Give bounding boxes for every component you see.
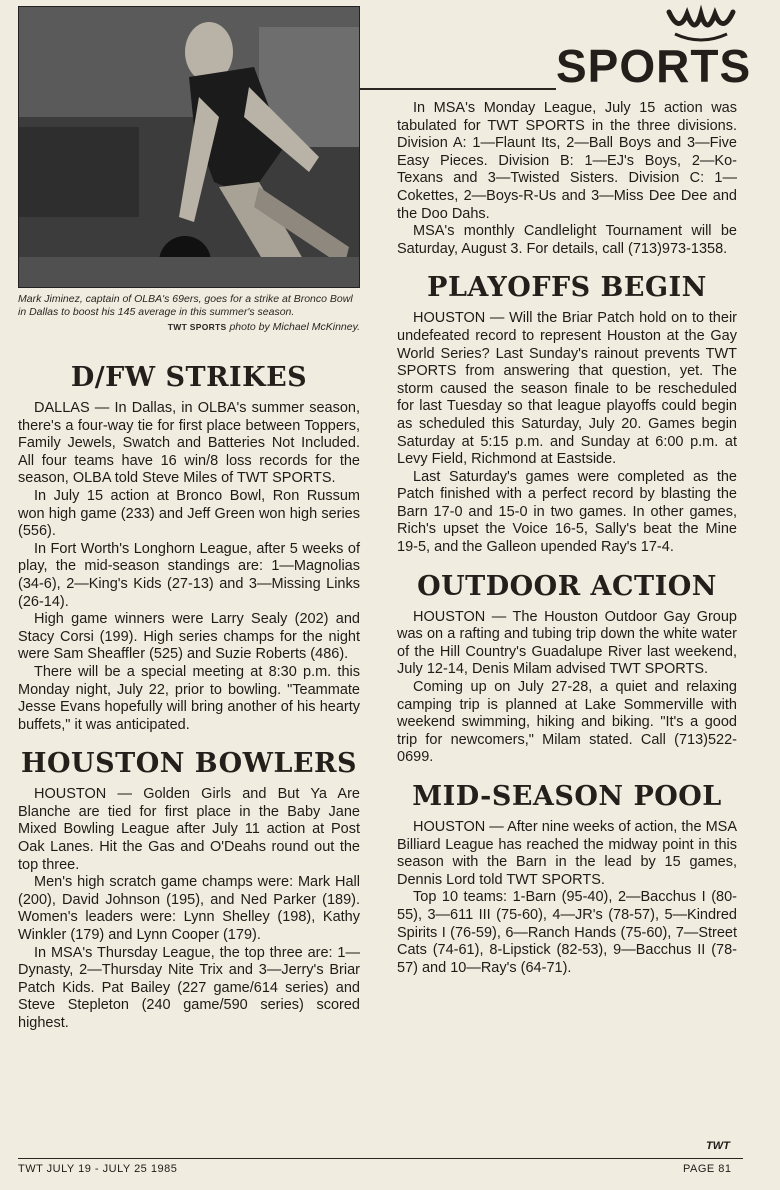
outdoor-paragraph: Coming up on July 27-28, a quiet and relaxing camping trip is planned at Lake Sommerville with weekend swimming, hiking and biking. "It's a good trip for newcomers," Milam stated. Call (713)522-0699. bbox=[397, 679, 737, 766]
dfw-heading: D/FW STRIKES bbox=[70, 362, 308, 393]
pool-article bbox=[397, 781, 737, 977]
bowler-silhouette bbox=[19, 7, 359, 287]
dfw-paragraph: There will be a special meeting at 8:30 p.m. this Monday night, July 22, prior to bowling. "Teammate Jesse Evans hopefully will bring another of his hearty buffets," it was anticipated. bbox=[18, 663, 360, 733]
section-title: SPORTS bbox=[556, 40, 752, 92]
houston-bowlers-article bbox=[18, 748, 360, 1032]
dfw-paragraph: High game winners were Larry Sealy (202) and Stacy Corsi (199). High series champs for the night were Sam Sheaffler (525) and Suzie Roberts (486). bbox=[18, 611, 360, 663]
dfw-article bbox=[18, 362, 360, 734]
houston-bowlers-paragraph: Men's high scratch game champs were: Mark Hall (200), David Johnson (195), and Ned Parker (189). Women's leaders were: Lynn Shelley (198), Kathy Winkler (179) and Lynn Cooper (179). bbox=[18, 874, 360, 944]
photo-caption bbox=[18, 293, 360, 334]
right-column bbox=[397, 100, 737, 991]
footer-page-number: PAGE 81 bbox=[683, 1163, 732, 1175]
bowler-photo bbox=[18, 6, 360, 288]
msa-monday-article bbox=[397, 100, 737, 258]
houston-bowlers-paragraph: HOUSTON — Golden Girls and But Ya Are Blanche are tied for first place in the Baby Jane Mixed Bowling League after July 11 action at Post Oak Lanes. Hit the Gas and O'Deahs round out the top three. bbox=[18, 786, 360, 873]
playoffs-paragraph: Last Saturday's games were completed as the Patch finished with a perfect record by blasting the Barn 17-0 and 15-0 in two games. In other games, Rich's upset the Voice 16-5, Sally's beat the Mine 19-5, and the Galleon upended Ray's 17-4. bbox=[397, 468, 737, 556]
pool-paragraph: Top 10 teams: 1-Barn (95-40), 2—Bacchus I (80-55), 3—611 III (75-60), 4—JR's (78-57), 5—Kindred Spirits I (76-59), 6—Ranch Hands (75-60), 7—Street Cats (74-61), 8-Lipstick (82-53), 9—Bacchus II (78-57) and 10—Ray's (64-71). bbox=[397, 889, 737, 976]
left-column bbox=[18, 362, 360, 1047]
playoffs-article bbox=[397, 272, 737, 556]
msa-monday-paragraph: MSA's monthly Candlelight Tournament will be Saturday, August 3. For details, call (713)973-1358. bbox=[397, 223, 737, 257]
playoffs-heading: PLAYOFFS BEGIN bbox=[427, 272, 707, 304]
dfw-paragraph: DALLAS — In Dallas, in OLBA's summer season, there's a four-way tie for first place between Toppers, Family Jewels, Swatch and Batteries Not Included. All four teams have 16 win/8 loss records for the season, OLBA told Steve Miles of TWT SPORTS. bbox=[18, 400, 360, 487]
houston-bowlers-heading: HOUSTON BOWLERS bbox=[21, 748, 357, 780]
pool-heading: MID-SEASON POOL bbox=[412, 781, 722, 812]
credit-text: photo by Michael McKinney. bbox=[226, 321, 360, 333]
dfw-paragraph: In July 15 action at Bronco Bowl, Ron Russum won high game (233) and Jeff Green won high series (556). bbox=[18, 487, 360, 540]
caption-text: Mark Jiminez, captain of OLBA's 69ers, goes for a strike at Bronco Bowl in Dallas to boost his 145 average in this summer's season. bbox=[18, 293, 353, 318]
pool-paragraph: HOUSTON — After nine weeks of action, the MSA Billiard League has reached the midway point in this season with the Barn in the lead by 15 games, Dennis Lord told TWT SPORTS. bbox=[397, 819, 737, 888]
credit-brand: TWT SPORTS bbox=[167, 322, 227, 332]
outdoor-paragraph: HOUSTON — The Houston Outdoor Gay Group was on a rafting and tubing trip down the white water of the Hill Country's Guadalupe River last weekend, July 12-14, Denis Milam advised TWT SPORTS. bbox=[397, 608, 737, 678]
footer-issue: TWT JULY 19 - JULY 25 1985 bbox=[18, 1163, 178, 1175]
title-rule bbox=[360, 88, 556, 90]
end-mark: TWT bbox=[706, 1140, 730, 1152]
outdoor-article bbox=[397, 571, 737, 767]
dfw-paragraph: In Fort Worth's Longhorn League, after 5 weeks of play, the mid-season standings are: 1—Magnolias (34-6), 2—King's Kids (27-13) and 3—Missing Links (26-14). bbox=[18, 540, 360, 610]
houston-bowlers-paragraph: In MSA's Thursday League, the top three are: 1—Dynasty, 2—Thursday Nite Trix and 3—Jerry's Briar Patch Kids. Pat Bailey (227 game/614 series) and Steve Stepleton (240 game/590 series) scored highest. bbox=[18, 944, 360, 1031]
photo-credit bbox=[18, 321, 360, 334]
footer-rule bbox=[18, 1158, 743, 1159]
msa-monday-paragraph: In MSA's Monday League, July 15 action was tabulated for TWT SPORTS in the three divisions. Division A: 1—Flaunt Its, 2—Ball Boys and 3—Five Easy Pieces. Division B: 1—EJ's Boys, 2—Ko-Texans and 3—Twisted Sisters. Division C: 1—Cokettes, 2—Boys-R-Us and 3—Miss Dee Dee and the Doo Dahs. bbox=[397, 100, 737, 222]
outdoor-heading: OUTDOOR ACTION bbox=[417, 570, 717, 602]
playoffs-paragraph: HOUSTON — Will the Briar Patch hold on to their undefeated record to represent Houston at the Gay World Series? Last Sunday's rainout prevents TWT SPORTS from answering that question, yet. The storm caused the season finale to be rescheduled for last Tuesday so that league playoffs could begin as scheduled this Saturday, July 20. Games begin Saturday at 5:15 p.m. and Sunday at 6:00 p.m. at Levy Field, Richmond at Eastside. bbox=[397, 310, 737, 468]
